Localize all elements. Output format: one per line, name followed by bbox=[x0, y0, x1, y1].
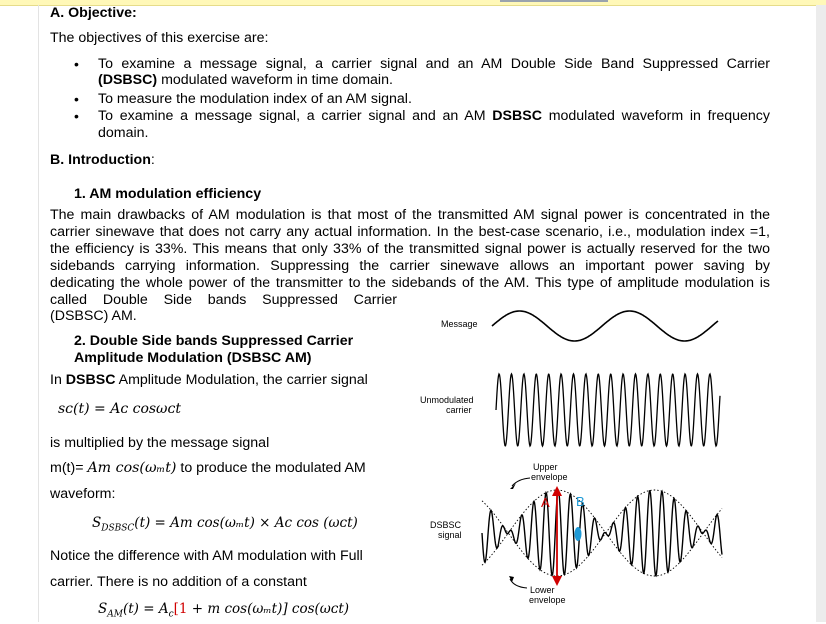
section-1-para-line: (DSBSC) AM. bbox=[50, 308, 137, 324]
dsbsc-bold: (DSBSC) bbox=[98, 72, 158, 88]
arrow-head-icon bbox=[510, 483, 516, 489]
objective-1-line1: To examine a message signal, a carrier signal and an AM Double Side Band Suppressed Carrier bbox=[98, 56, 770, 72]
label-carrier: carrier bbox=[446, 405, 472, 415]
section-2-title-line1: 2. Double Side bands Suppressed Carrier bbox=[74, 333, 354, 349]
label-lower: Lower bbox=[530, 585, 555, 595]
objectives-intro: The objectives of this exercise are: bbox=[50, 30, 269, 46]
section-1-para-line: carrier sinewave that does not carry any actual information. In the best-case scenario, i.e., modulation index =1, bbox=[50, 224, 770, 240]
eq-am-lhs: S bbox=[98, 601, 108, 617]
message-post: to produce the modulated AM bbox=[176, 460, 366, 476]
label-lower-envelope: envelope bbox=[529, 595, 566, 605]
waveform-text: waveform: bbox=[50, 486, 116, 502]
eq-dsbsc-lhs: S bbox=[92, 515, 102, 531]
section-1-title: 1. AM modulation efficiency bbox=[74, 186, 262, 202]
carrier-text: carrier. There is no addition of a constant bbox=[50, 574, 307, 590]
arrow-head-icon bbox=[552, 486, 562, 496]
label-unmodulated: Unmodulated bbox=[420, 395, 474, 405]
section-1-para-line: sidebands carrying information. Suppressing the carrier sinewave allows an important power saving by bbox=[50, 258, 770, 274]
message-pre: m(t)= bbox=[50, 460, 88, 476]
amplitude-b-marker bbox=[575, 527, 582, 541]
heading-introduction-colon: : bbox=[150, 152, 155, 168]
section-2-title-line2: Amplitude Modulation (DSBSC AM) bbox=[74, 350, 312, 366]
bullet-dot: • bbox=[74, 91, 79, 107]
eq-am-sub2: c bbox=[168, 609, 174, 620]
objective-3-line2: domain. bbox=[98, 125, 149, 141]
notice-text: Notice the difference with AM modulation with Full bbox=[50, 548, 363, 564]
section-1-para-line: called Double Side bands Suppressed Carrier bbox=[50, 292, 397, 308]
multiplied-text: is multiplied by the message signal bbox=[50, 435, 270, 451]
objective-3-post: modulated waveform in frequency bbox=[541, 108, 770, 124]
carrier-waveform bbox=[496, 374, 720, 446]
message-waveform bbox=[492, 311, 718, 341]
dsbsc-intro-bold: DSBSC bbox=[65, 372, 116, 388]
label-upper-envelope: envelope bbox=[531, 472, 568, 482]
label-message: Message bbox=[441, 319, 478, 329]
objective-2: To measure the modulation index of an AM signal. bbox=[98, 91, 412, 107]
eq-am-rhs: + m cos(ωₘt)] cos(ωᴄt) bbox=[187, 601, 350, 617]
heading-introduction-text: B. Introduction bbox=[50, 152, 151, 168]
section-1-para-line: the efficiency is 33%. This means that only 33% of the transmitted signal power is actually reserved for the two bbox=[50, 241, 770, 257]
label-a: A bbox=[541, 495, 550, 510]
eq-am-mid: (t) = A bbox=[122, 601, 169, 617]
bullet-dot: • bbox=[74, 56, 79, 72]
label-upper: Upper bbox=[533, 462, 558, 472]
dsbsc-waveform bbox=[482, 490, 722, 575]
section-1-para-line: The main drawbacks of AM modulation is that most of the transmitted AM signal power is concentrated in the bbox=[50, 207, 770, 223]
message-equation: Am cos(ωₘt) bbox=[87, 460, 177, 476]
label-signal: signal bbox=[438, 530, 462, 540]
objective-3-bold: DSBSC bbox=[492, 108, 542, 124]
eq-dsbsc-rhs: (t) = Am cos(ωₘt) × Ac cos (ωᴄt) bbox=[134, 515, 358, 531]
eq-am-red: [1 bbox=[173, 601, 188, 617]
label-b: B bbox=[576, 494, 585, 509]
section-1-para-line: dedicating the whole power of the transmitter to the sidebands of the AM. This type of amplitude modulation is bbox=[50, 275, 770, 291]
active-tab-indicator bbox=[500, 0, 608, 2]
dsbsc-intro-pre: In bbox=[50, 372, 66, 388]
objective-3-pre: To examine a message signal, a carrier signal and an AM bbox=[98, 108, 493, 124]
waveform-figure bbox=[0, 5, 826, 622]
heading-objective: A. Objective: bbox=[50, 5, 137, 21]
document-page bbox=[0, 5, 826, 622]
bullet-dot: • bbox=[74, 108, 79, 124]
objective-1-line2-rest: modulated waveform in time domain. bbox=[157, 72, 393, 88]
equation-carrier: sᴄ(t) = Aᴄ cosωᴄt bbox=[58, 401, 181, 417]
eq-am-sub: AM bbox=[107, 609, 123, 620]
eq-dsbsc-sub: DSBSC bbox=[101, 523, 135, 534]
label-dsbsc: DSBSC bbox=[430, 520, 462, 530]
dsbsc-intro-post: Amplitude Modulation, the carrier signal bbox=[115, 372, 368, 388]
